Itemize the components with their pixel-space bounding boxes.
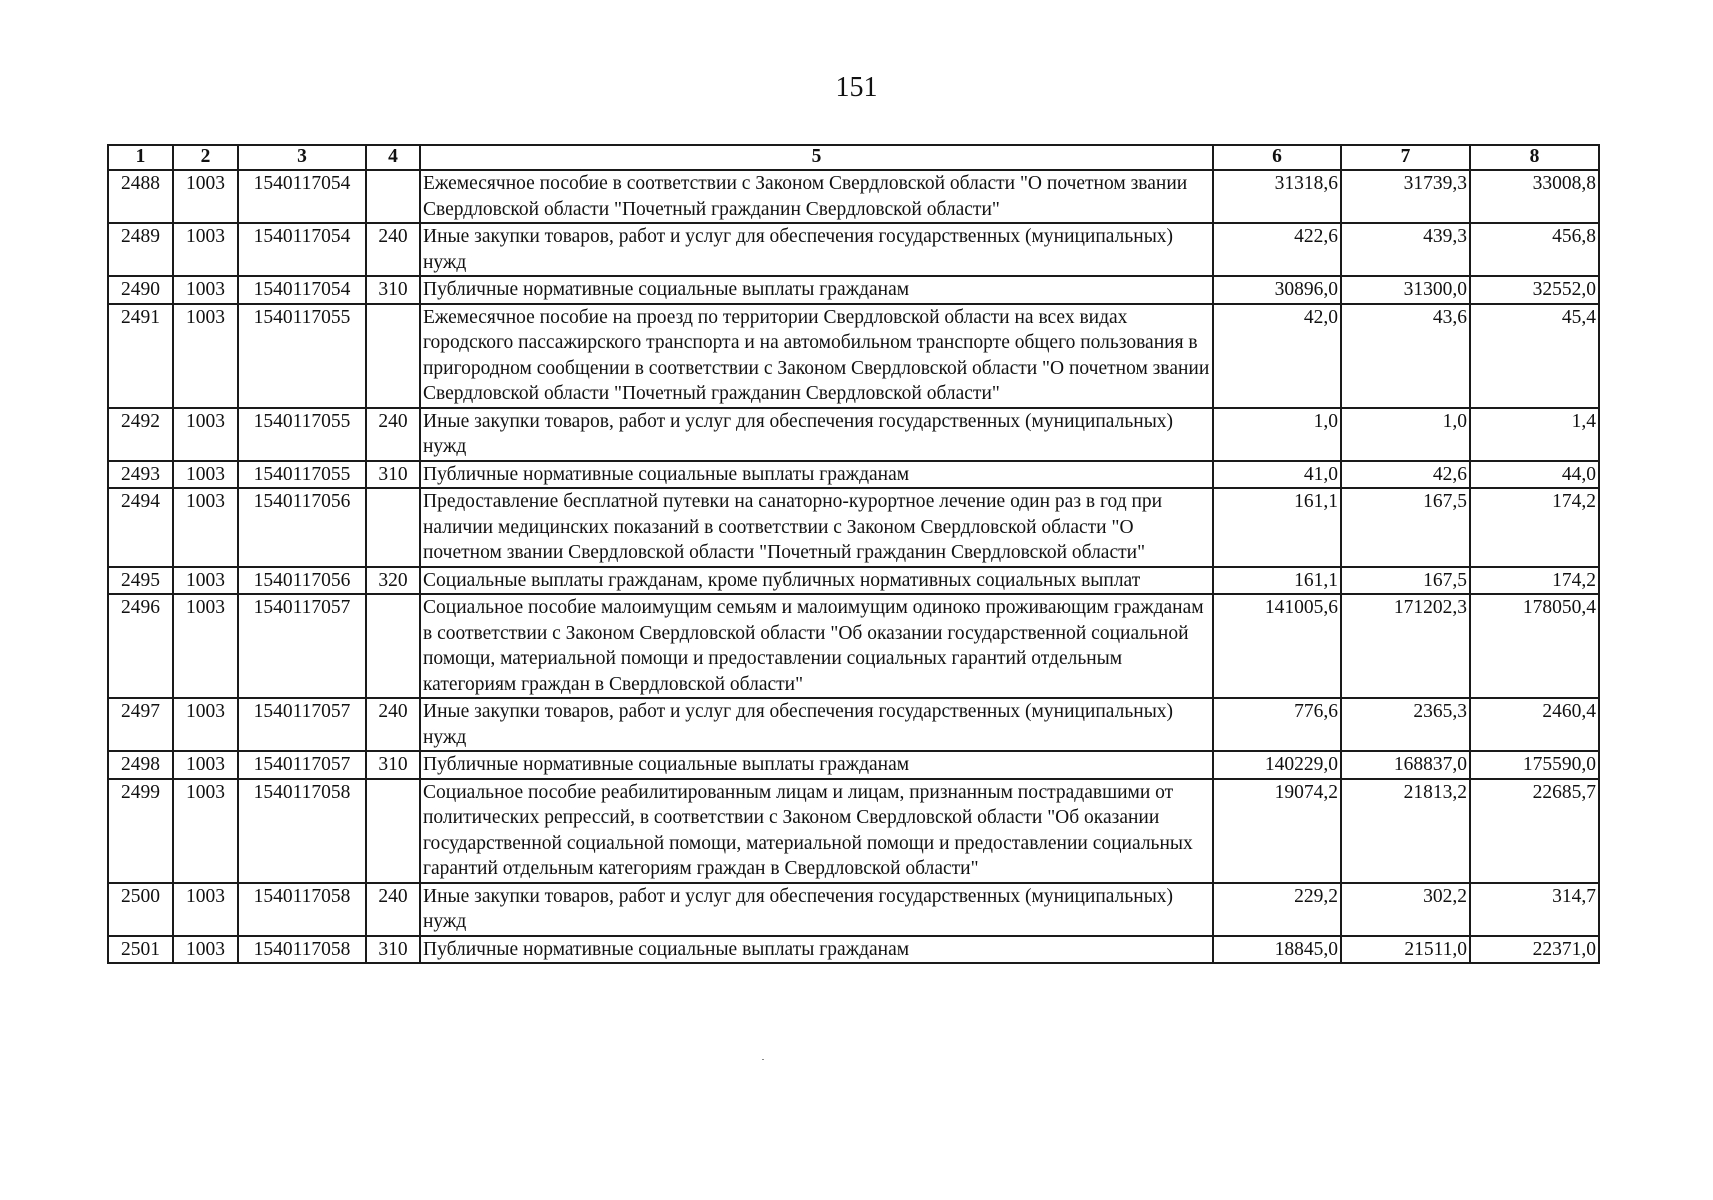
cell-expense-type: 310 — [366, 751, 420, 779]
cell-section-code: 1003 — [173, 779, 238, 883]
cell-target-code: 1540117055 — [238, 408, 366, 461]
cell-description: Публичные нормативные социальные выплаты гражданам — [420, 936, 1213, 964]
cell-amount-col8: 22685,7 — [1470, 779, 1599, 883]
cell-expense-type: 310 — [366, 936, 420, 964]
cell-amount-col8: 45,4 — [1470, 304, 1599, 408]
cell-section-code: 1003 — [173, 488, 238, 567]
cell-row-number: 2496 — [108, 594, 173, 698]
cell-amount-col7: 21813,2 — [1341, 779, 1470, 883]
cell-amount-col6: 18845,0 — [1213, 936, 1341, 964]
cell-row-number: 2500 — [108, 883, 173, 936]
cell-amount-col8: 174,2 — [1470, 488, 1599, 567]
table-row — [108, 779, 1599, 883]
cell-description: Иные закупки товаров, работ и услуг для обеспечения государственных (муниципальных) нужд — [420, 883, 1213, 936]
header-col-8: 8 — [1470, 145, 1599, 170]
cell-expense-type — [366, 304, 420, 408]
page-number: 151 — [835, 72, 878, 103]
cell-description: Публичные нормативные социальные выплаты гражданам — [420, 276, 1213, 304]
cell-target-code: 1540117057 — [238, 751, 366, 779]
table-row — [108, 567, 1599, 595]
cell-amount-col6: 140229,0 — [1213, 751, 1341, 779]
cell-expense-type: 240 — [366, 698, 420, 751]
cell-amount-col7: 21511,0 — [1341, 936, 1470, 964]
header-col-7: 7 — [1341, 145, 1470, 170]
cell-amount-col6: 229,2 — [1213, 883, 1341, 936]
cell-row-number: 2488 — [108, 170, 173, 223]
cell-amount-col7: 31300,0 — [1341, 276, 1470, 304]
header-col-2: 2 — [173, 145, 238, 170]
cell-section-code: 1003 — [173, 594, 238, 698]
cell-expense-type — [366, 779, 420, 883]
table-row — [108, 408, 1599, 461]
cell-amount-col8: 314,7 — [1470, 883, 1599, 936]
table-header-row — [108, 145, 1599, 170]
cell-description: Публичные нормативные социальные выплаты гражданам — [420, 751, 1213, 779]
cell-description: Предоставление бесплатной путевки на санаторно-курортное лечение один раз в год при наличии медицинских показаний в соответствии с Законом Свердловской области "О почетном звании Свердловской области "Почетный гражданин Свердловской области" — [420, 488, 1213, 567]
cell-target-code: 1540117054 — [238, 276, 366, 304]
cell-target-code: 1540117057 — [238, 594, 366, 698]
cell-target-code: 1540117057 — [238, 698, 366, 751]
cell-amount-col7: 439,3 — [1341, 223, 1470, 276]
cell-target-code: 1540117054 — [238, 223, 366, 276]
cell-section-code: 1003 — [173, 567, 238, 595]
cell-amount-col7: 1,0 — [1341, 408, 1470, 461]
cell-expense-type: 240 — [366, 223, 420, 276]
cell-amount-col6: 161,1 — [1213, 567, 1341, 595]
cell-amount-col6: 31318,6 — [1213, 170, 1341, 223]
header-col-1: 1 — [108, 145, 173, 170]
cell-row-number: 2489 — [108, 223, 173, 276]
cell-description: Публичные нормативные социальные выплаты гражданам — [420, 461, 1213, 489]
cell-amount-col6: 19074,2 — [1213, 779, 1341, 883]
header-col-6: 6 — [1213, 145, 1341, 170]
header-col-4: 4 — [366, 145, 420, 170]
cell-amount-col7: 168837,0 — [1341, 751, 1470, 779]
table-row — [108, 594, 1599, 698]
cell-amount-col7: 167,5 — [1341, 488, 1470, 567]
cell-section-code: 1003 — [173, 170, 238, 223]
cell-amount-col8: 2460,4 — [1470, 698, 1599, 751]
cell-amount-col8: 174,2 — [1470, 567, 1599, 595]
cell-target-code: 1540117056 — [238, 567, 366, 595]
header-col-5: 5 — [420, 145, 1213, 170]
cell-row-number: 2499 — [108, 779, 173, 883]
cell-amount-col7: 43,6 — [1341, 304, 1470, 408]
budget-table — [107, 144, 1600, 964]
cell-section-code: 1003 — [173, 304, 238, 408]
cell-expense-type: 320 — [366, 567, 420, 595]
cell-amount-col7: 31739,3 — [1341, 170, 1470, 223]
table-row — [108, 304, 1599, 408]
cell-expense-type: 310 — [366, 461, 420, 489]
cell-row-number: 2494 — [108, 488, 173, 567]
cell-amount-col6: 42,0 — [1213, 304, 1341, 408]
cell-amount-col8: 178050,4 — [1470, 594, 1599, 698]
table-body — [108, 170, 1599, 963]
cell-description: Иные закупки товаров, работ и услуг для обеспечения государственных (муниципальных) нужд — [420, 408, 1213, 461]
cell-amount-col7: 302,2 — [1341, 883, 1470, 936]
cell-row-number: 2492 — [108, 408, 173, 461]
cell-description: Социальные выплаты гражданам, кроме публичных нормативных социальных выплат — [420, 567, 1213, 595]
header-col-3: 3 — [238, 145, 366, 170]
cell-description: Иные закупки товаров, работ и услуг для обеспечения государственных (муниципальных) нужд — [420, 223, 1213, 276]
cell-expense-type — [366, 170, 420, 223]
stray-mark — [762, 1059, 764, 1060]
cell-section-code: 1003 — [173, 698, 238, 751]
table-row — [108, 276, 1599, 304]
cell-section-code: 1003 — [173, 936, 238, 964]
cell-target-code: 1540117056 — [238, 488, 366, 567]
cell-description: Социальное пособие малоимущим семьям и малоимущим одиноко проживающим гражданам в соответствии с Законом Свердловской области "Об оказании государственной социальной помощи, материальной помощи и предоставлении социальных гарантий отдельным категориям граждан в Свердловской области" — [420, 594, 1213, 698]
cell-description: Социальное пособие реабилитированным лицам и лицам, признанным пострадавшими от политических репрессий, в соответствии с Законом Свердловской области "Об оказании государственной социальной помощи, материальной помощи и предоставлении социальных гарантий отдельным категориям граждан в Свердловской области" — [420, 779, 1213, 883]
cell-row-number: 2493 — [108, 461, 173, 489]
table-row — [108, 170, 1599, 223]
cell-amount-col8: 1,4 — [1470, 408, 1599, 461]
cell-expense-type: 240 — [366, 883, 420, 936]
cell-target-code: 1540117058 — [238, 883, 366, 936]
cell-row-number: 2497 — [108, 698, 173, 751]
table-row — [108, 461, 1599, 489]
table-row — [108, 488, 1599, 567]
cell-target-code: 1540117058 — [238, 779, 366, 883]
table-row — [108, 698, 1599, 751]
cell-target-code: 1540117055 — [238, 304, 366, 408]
table-row — [108, 223, 1599, 276]
cell-section-code: 1003 — [173, 408, 238, 461]
cell-expense-type — [366, 488, 420, 567]
cell-amount-col6: 161,1 — [1213, 488, 1341, 567]
cell-amount-col6: 30896,0 — [1213, 276, 1341, 304]
cell-amount-col8: 22371,0 — [1470, 936, 1599, 964]
cell-row-number: 2501 — [108, 936, 173, 964]
cell-amount-col6: 1,0 — [1213, 408, 1341, 461]
table-row — [108, 751, 1599, 779]
table-row — [108, 883, 1599, 936]
cell-expense-type — [366, 594, 420, 698]
table-row — [108, 936, 1599, 964]
cell-amount-col8: 44,0 — [1470, 461, 1599, 489]
cell-row-number: 2495 — [108, 567, 173, 595]
cell-target-code: 1540117054 — [238, 170, 366, 223]
cell-amount-col8: 32552,0 — [1470, 276, 1599, 304]
cell-description: Иные закупки товаров, работ и услуг для обеспечения государственных (муниципальных) нужд — [420, 698, 1213, 751]
cell-section-code: 1003 — [173, 883, 238, 936]
cell-amount-col7: 167,5 — [1341, 567, 1470, 595]
cell-amount-col7: 2365,3 — [1341, 698, 1470, 751]
cell-amount-col6: 776,6 — [1213, 698, 1341, 751]
cell-amount-col8: 175590,0 — [1470, 751, 1599, 779]
cell-amount-col8: 33008,8 — [1470, 170, 1599, 223]
cell-description: Ежемесячное пособие на проезд по территории Свердловской области на всех видах городского пассажирского транспорта и на автомобильном транспорте общего пользования в пригородном сообщении в соответствии с Законом Свердловской области "О почетном звании Свердловской области "Почетный гражданин Свердловской области" — [420, 304, 1213, 408]
cell-amount-col6: 422,6 — [1213, 223, 1341, 276]
cell-section-code: 1003 — [173, 223, 238, 276]
cell-amount-col7: 42,6 — [1341, 461, 1470, 489]
cell-section-code: 1003 — [173, 461, 238, 489]
cell-row-number: 2490 — [108, 276, 173, 304]
cell-description: Ежемесячное пособие в соответствии с Законом Свердловской области "О почетном звании Свердловской области "Почетный гражданин Свердловской области" — [420, 170, 1213, 223]
cell-row-number: 2491 — [108, 304, 173, 408]
cell-section-code: 1003 — [173, 751, 238, 779]
cell-expense-type: 240 — [366, 408, 420, 461]
cell-amount-col6: 41,0 — [1213, 461, 1341, 489]
cell-amount-col7: 171202,3 — [1341, 594, 1470, 698]
cell-target-code: 1540117058 — [238, 936, 366, 964]
cell-target-code: 1540117055 — [238, 461, 366, 489]
cell-section-code: 1003 — [173, 276, 238, 304]
cell-amount-col8: 456,8 — [1470, 223, 1599, 276]
cell-amount-col6: 141005,6 — [1213, 594, 1341, 698]
cell-expense-type: 310 — [366, 276, 420, 304]
cell-row-number: 2498 — [108, 751, 173, 779]
